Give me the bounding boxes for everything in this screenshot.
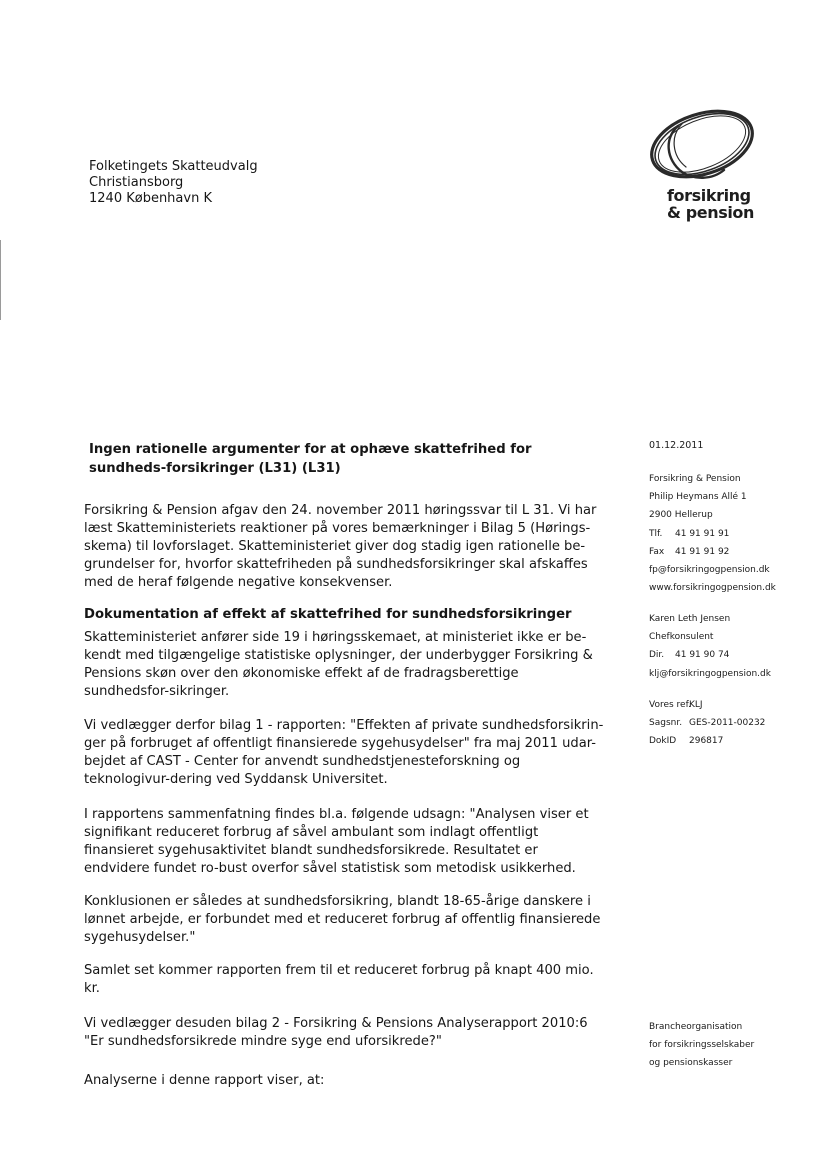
dokid-row xyxy=(649,732,819,750)
contact-email: klj@forsikringogpension.dk xyxy=(649,668,771,679)
body-paragraph-7 xyxy=(84,1015,604,1051)
sagsnr-value: GES-2011-00232 xyxy=(689,718,766,729)
ref-value: KLJ xyxy=(689,700,703,710)
phone-value: 41 91 91 91 xyxy=(675,528,730,539)
letter-date: 01.12.2011 xyxy=(649,440,704,451)
sagsnr-label: Sagsnr. xyxy=(649,718,683,729)
logo-text-line-1: forsikring xyxy=(667,186,751,205)
paragraph-text: Vi vedlægger derfor bilag 1 - rapporten: "Effekten af private sundhedsforsikrin-ger på forbruget af offentligt finansierede sygehusydelser" fra maj 2011 udar-bejdet af CAST - Center for anvendt sundhedstjenesteforskning og teknologivur-dering ved Syddansk Universitet. xyxy=(84,718,604,787)
contact-name: Karen Leth Jensen xyxy=(649,614,731,624)
recipient-line-3: 1240 København K xyxy=(89,191,212,206)
paragraph-text: Skatteministeriet anfører side 19 i høringsskemaet, at ministeriet ikke er be-kendt med tilgængelige statistiske oplysninger, der underbygger Forsikring & Pensions skøn over den økonomiske effekt af de fradragsberettige sundhedsfor-sikringer. xyxy=(84,630,593,699)
dokid-label: DokID xyxy=(649,736,677,747)
paragraph-text: Vi vedlægger desuden bilag 2 - Forsikring & Pensions Analyserapport 2010:6 "Er sundhedsforsikrede mindre syge end uforsikrede?" xyxy=(84,1016,588,1049)
sagsnr-row xyxy=(649,714,819,732)
fax-label: Fax xyxy=(649,546,665,557)
body-paragraph-6 xyxy=(84,962,604,998)
paragraph-text: I rapportens sammenfatning findes bl.a. følgende udsagn: "Analysen viser et signifikant reduceret forbrug af såvel ambulant som indlagt offentligt finansieret sygehusaktivitet blandt sundhedsforsikrede. Resultatet er endvidere fundet ro-bust overfor såvel statistisk som metodisk usikkerhed. xyxy=(84,807,589,876)
body-paragraph-4 xyxy=(84,806,604,878)
section-heading: Dokumentation af effekt af skattefrihed for sundhedsforsikringer xyxy=(84,607,572,622)
dokid-value: 296817 xyxy=(689,736,724,747)
recipient-line-2: Christiansborg xyxy=(89,175,184,190)
org-footer-line-2: for forsikringsselskaber xyxy=(649,1040,755,1051)
paragraph-text: Samlet set kommer rapporten frem til et reduceret forbrug på knapt 400 mio. kr. xyxy=(84,963,594,996)
org-footer-line-1: Brancheorganisation xyxy=(649,1022,743,1032)
reference-block xyxy=(649,696,819,751)
sender-city: 2900 Hellerup xyxy=(649,510,713,521)
fax-value: 41 91 91 92 xyxy=(675,546,730,557)
scan-edge-line xyxy=(0,240,1,320)
forsikring-pension-logo xyxy=(640,100,760,230)
body-paragraph-5 xyxy=(84,893,604,947)
letter-title: Ingen rationelle argumenter for at ophæve skattefrihed for sundheds-forsikringer (L31) (L31) xyxy=(89,442,532,476)
body-paragraph-2 xyxy=(84,629,604,701)
ref-row xyxy=(649,696,819,714)
paragraph-text: Konklusionen er således at sundhedsforsikring, blandt 18-65-årige danskere i lønnet arbejde, er forbundet med et reduceret forbrug af offentlig finansierede sygehusydelser." xyxy=(84,894,601,945)
contact-dir-row xyxy=(649,646,819,664)
swirl-ellipse-logo-icon xyxy=(642,100,760,190)
sender-web: www.forsikringogpension.dk xyxy=(649,583,776,594)
paragraph-text: Analyserne i denne rapport viser, at: xyxy=(84,1073,325,1088)
contact-title: Chefkonsulent xyxy=(649,632,714,643)
phone-label: Tlf. xyxy=(649,528,663,539)
paragraph-text: Forsikring & Pension afgav den 24. november 2011 høringssvar til L 31. Vi har læst Skatteministeriets reaktioner på vores bemærkninger i Bilag 5 (Hørings-skema) til lovforslaget. Skatteministeriet giver dog stadig igen rationelle be-grundelser for, hvorfor skattefriheden på sundhedsforsikringer skal afskaffes med de heraf følgende negative konsekvenser. xyxy=(84,503,597,590)
sender-phone-row xyxy=(649,525,819,543)
sender-org: Forsikring & Pension xyxy=(649,474,741,484)
logo-text-line-2: & pension xyxy=(667,203,755,222)
dir-label: Dir. xyxy=(649,650,665,661)
body-paragraph-8 xyxy=(84,1072,604,1090)
recipient-line-1: Folketingets Skatteudvalg xyxy=(89,159,258,174)
contact-block xyxy=(649,610,819,683)
org-footer-line-3: og pensionskasser xyxy=(649,1058,733,1069)
recipient-address xyxy=(89,159,258,207)
organisation-footer xyxy=(649,1018,819,1073)
dir-value: 41 91 90 74 xyxy=(675,650,730,661)
body-paragraph-3 xyxy=(84,717,604,789)
ref-label: Vores ref. xyxy=(649,700,691,710)
sender-fax-row xyxy=(649,543,819,561)
sender-street: Philip Heymans Allé 1 xyxy=(649,492,747,503)
body-paragraph-1 xyxy=(84,502,604,592)
sender-block xyxy=(649,470,819,597)
sender-email: fp@forsikringogpension.dk xyxy=(649,565,770,576)
